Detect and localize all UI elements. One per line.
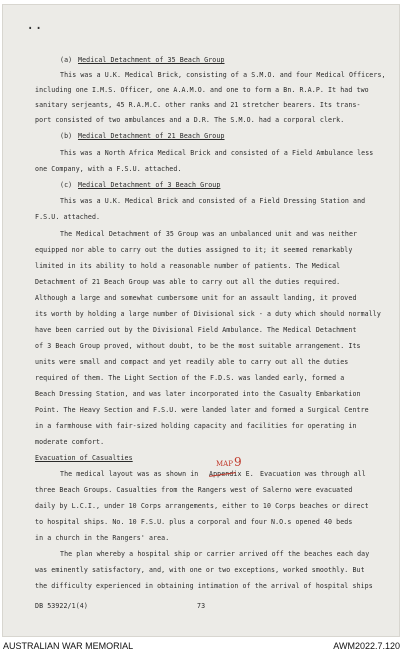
body-line: This was a U.K. Medical Brick and consisted of a Field Dressing Station and (60, 197, 366, 205)
body-line: This was a U.K. Medical Brick, consisting of a S.M.O. and four Medical Officers, (60, 71, 386, 79)
body-line: Beach Dressing Station, and was later incorporated into the Casualty Embarkation (35, 390, 361, 398)
body-line: its worth by holding a large number of Divisional sick - a duty which should normally (35, 310, 381, 318)
footer-institution: AUSTRALIAN WAR MEMORIAL (3, 641, 134, 651)
body-line: Evacuation was through all (260, 470, 366, 478)
section-a-heading: Medical Detachment of 35 Beach Group (78, 56, 225, 64)
document-reference: DB 53922/1(4) (35, 602, 88, 610)
body-line: to hospital ships. No. 10 F.S.U. plus a corporal and four N.O.s opened 40 beds (35, 518, 353, 526)
body-line: one Company, with a F.S.U. attached. (35, 165, 182, 173)
body-line: including one I.M.S. Officer, one A.A.M.O. and one to form a Bn. R.A.P. It had two (35, 86, 369, 94)
section-b-heading: Medical Detachment of 21 Beach Group (78, 132, 225, 140)
body-line: Detachment of 21 Beach Group was able to carry out all the duties required. (35, 278, 341, 286)
struck-text: Appendix E. (209, 470, 254, 478)
body-line: port consisted of two ambulances and a D.R. The S.M.O. had a corporal clerk. (35, 116, 345, 124)
body-line: F.S.U. attached. (35, 213, 101, 221)
body-line: have been carried out by the Divisional Field Ambulance. The Medical Detachment (35, 326, 357, 334)
body-line: the difficulty experienced in obtaining intimation of the arrival of hospital ships (35, 582, 373, 590)
body-line: was eminently satisfactory, and, with one or two exceptions, worked smoothly. But (35, 566, 365, 574)
body-line: equipped nor able to carry out the duties assigned to it; it seemed remarkably (35, 246, 353, 254)
body-line: sanitary serjeants, 45 R.A.M.C. other ranks and 21 stretcher bearers. Its trans- (35, 101, 361, 109)
corner-mark: ·· (26, 21, 43, 37)
body-line: in a church in the Rangers' area. (35, 534, 170, 542)
body-line: This was a North Africa Medical Brick and consisted of a Field Ambulance less (60, 149, 374, 157)
body-line: units were small and compact and yet readily able to carry out all the duties (35, 358, 349, 366)
section-c-label: (c) (60, 181, 73, 189)
section-a-label: (a) (60, 56, 73, 64)
document-page (2, 4, 400, 637)
body-line: daily by L.C.I., under 10 Corps arrangements, either to 10 Corps beaches or direct (35, 502, 369, 510)
body-line: Point. The Heavy Section and F.S.U. were landed later and formed a Surgical Centre (35, 406, 369, 414)
body-line: The plan whereby a hospital ship or carrier arrived off the beaches each day (60, 550, 370, 558)
handwritten-nine: 9 (234, 455, 242, 469)
body-line: Although a large and somewhat cumbersome unit for an assault landing, it proved (35, 294, 357, 302)
body-line: required of them. The Light Section of the F.D.S. was landed early, formed a (35, 374, 345, 382)
section-c-heading: Medical Detachment of 3 Beach Group (78, 181, 221, 189)
section-b-label: (b) (60, 132, 73, 140)
handwritten-map: MAP (216, 460, 233, 468)
body-line: The Medical Detachment of 35 Group was an unbalanced unit and was neither (60, 230, 358, 238)
page-number: 73 (197, 602, 206, 610)
body-line: of 3 Beach Group proved, without doubt, to be the most suitable arrangement. Its (35, 342, 361, 350)
strike-through-mark (209, 470, 236, 479)
footer-accession-number: AWM2022.7.120 (333, 641, 400, 651)
section-heading-evacuation: Evacuation of Casualties (35, 454, 133, 462)
body-line: moderate comfort. (35, 438, 105, 446)
body-line: three Beach Groups. Casualties from the Rangers west of Salerno were evacuated (35, 486, 353, 494)
body-line: in a farmhouse with fair-sized holding capacity and facilities for operating in (35, 422, 357, 430)
body-line: limited in its ability to hold a reasonable number of patients. The Medical (35, 262, 341, 270)
body-line: The medical layout was as shown in (60, 470, 199, 478)
